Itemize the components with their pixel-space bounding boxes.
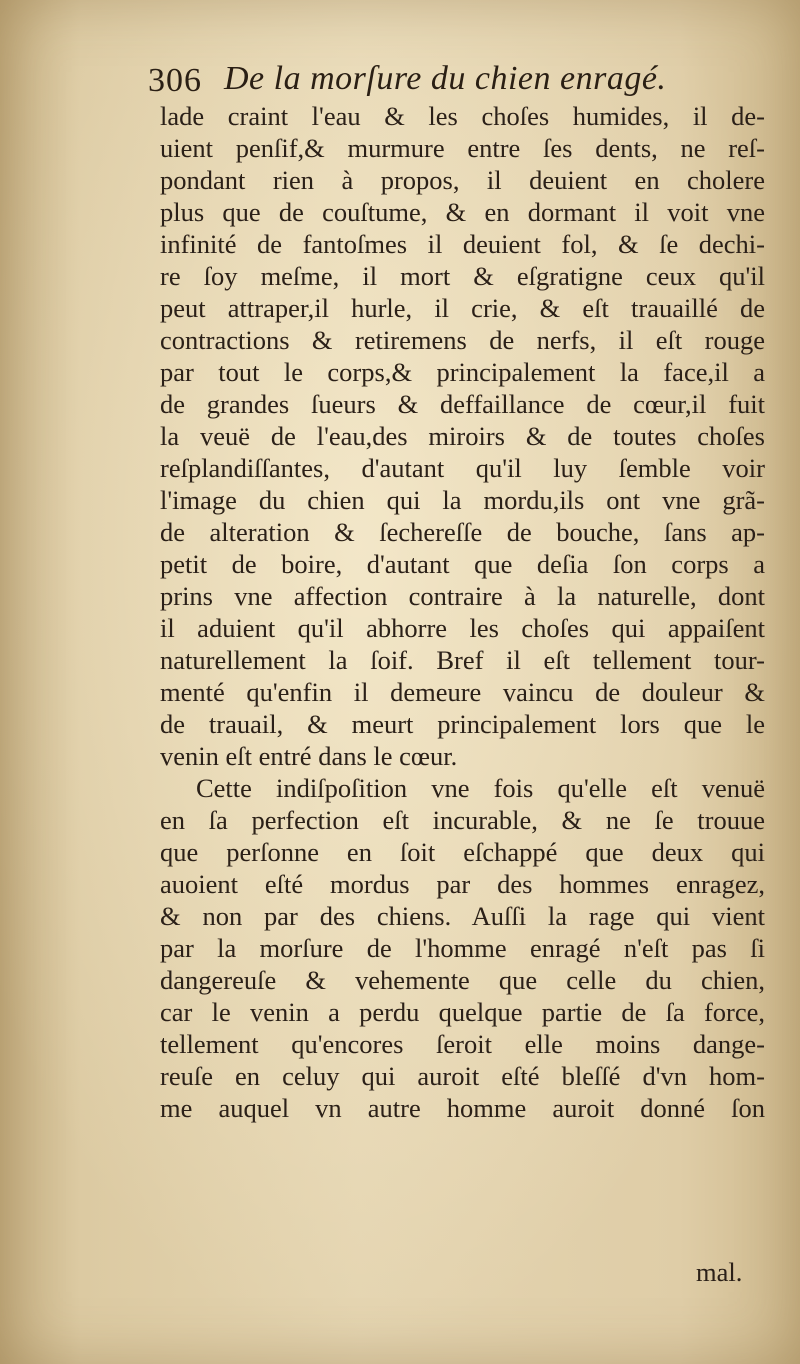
text-line: il aduient qu'il abhorre les choſes qui appaiſent [160,613,765,643]
running-title: De la morſure du chien enragé. [224,60,667,97]
text-line: en ſa perfection eſt incurable, & ne ſe trouue [160,805,765,835]
body-text [160,100,765,1124]
text-line: tellement qu'encores ſeroit elle moins dange- [160,1029,765,1059]
text-line: re ſoy meſme, il mort & eſgratigne ceux qu'il [160,261,765,291]
text-line: car le venin a perdu quelque partie de ſa force, [160,997,765,1027]
text-line: infinité de fantoſmes il deuient fol, & ſe dechi- [160,229,765,259]
text-line: menté qu'enfin il demeure vaincu de douleur & [160,677,765,707]
paragraph-first-line: Cette indiſpoſition vne fois qu'elle eſt venuë [196,773,765,803]
text-line: reſplandiſſantes, d'autant qu'il luy ſemble voir [160,453,765,483]
catchword: mal. [696,1257,743,1287]
text-line: pondant rien à propos, il deuient en cholere [160,165,765,195]
text-line: de grandes ſueurs & deffaillance de cœur,il fuit [160,389,765,419]
text-line: & non par des chiens. Auſſi la rage qui vient [160,901,765,931]
text-line: petit de boire, d'autant que deſia ſon corps a [160,549,765,579]
text-line: naturellement la ſoif. Bref il eſt tellement tour- [160,645,765,675]
text-line: que perſonne en ſoit eſchappé que deux qui [160,837,765,867]
text-line: me auquel vn autre homme auroit donné ſon [160,1093,765,1123]
text-line: contractions & retiremens de nerfs, il eſt rouge [160,325,765,355]
text-line: de alteration & ſechereſſe de bouche, ſans ap- [160,517,765,547]
text-line: plus que de couſtume, & en dormant il voit vne [160,197,765,227]
text-line: lade craint l'eau & les choſes humides, il de- [160,101,765,131]
page-number: 306 [148,62,202,99]
text-line: dangereuſe & vehemente que celle du chien, [160,965,765,995]
text-line: venin eſt entré dans le cœur. [160,741,458,771]
text-line: reuſe en celuy qui auroit eſté bleſſé d'vn hom- [160,1061,765,1091]
text-line: l'image du chien qui la mordu,ils ont vne grã- [160,485,765,515]
text-line: par tout le corps,& principalement la face,il a [160,357,765,387]
text-line: prins vne affection contraire à la naturelle, dont [160,581,765,611]
text-line: de trauail, & meurt principalement lors que le [160,709,765,739]
text-line: par la morſure de l'homme enragé n'eſt pas ſi [160,933,765,963]
text-line: peut attraper,il hurle, il crie, & eſt trauaillé de [160,293,765,323]
text-line: auoient eſté mordus par des hommes enragez, [160,869,765,899]
text-line: uient penſif,& murmure entre ſes dents, ne reſ- [160,133,765,163]
text-line: la veuë de l'eau,des miroirs & de toutes choſes [160,421,765,451]
